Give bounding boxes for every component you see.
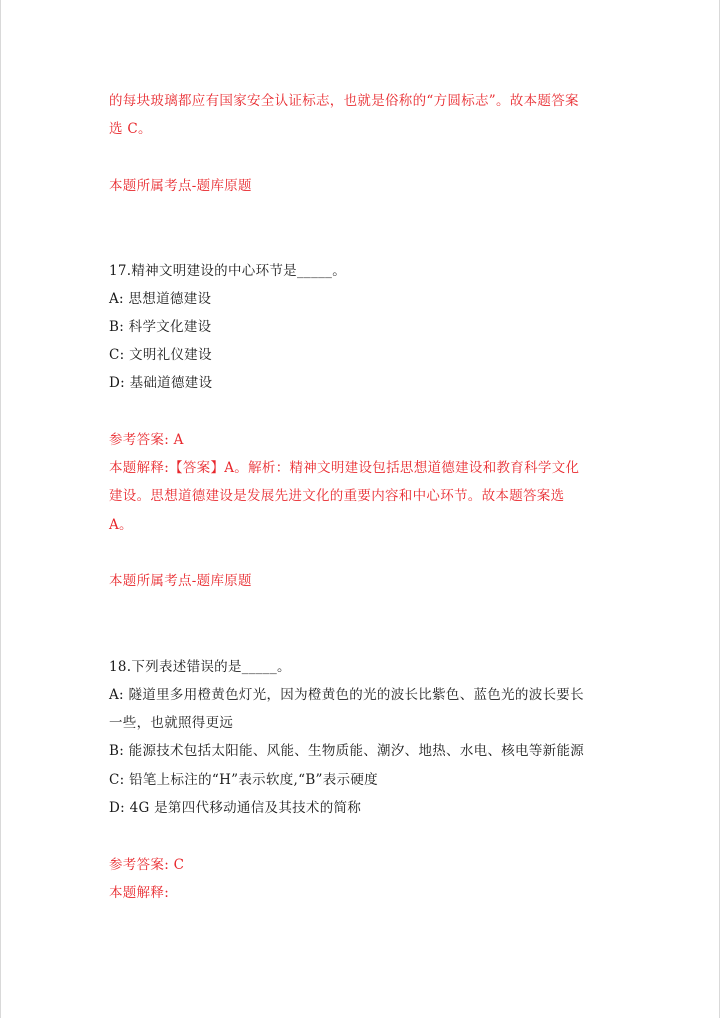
question-18-option-a: A: 隧道里多用橙黄色灯光，因为橙黄色的光的波长比紫色、蓝色光的波长要长 (109, 687, 584, 703)
question-18-option-d: D: 4G 是第四代移动通信及其技术的简称 (109, 800, 362, 816)
question-17-explanation-line: A。 (109, 517, 133, 533)
question-18-option-a-continued: 一些，也就照得更远 (109, 715, 234, 731)
question-17-answer: 参考答案: A (109, 432, 184, 448)
source-note: 本题所属考点-题库原题 (109, 178, 252, 194)
explanation-line: 的每块玻璃都应有国家安全认证标志，也就是俗称的“方圆标志”。故本题答案 (109, 93, 579, 109)
question-18-option-b: B: 能源技术包括太阳能、风能、生物质能、潮汐、地热、水电、核电等新能源 (109, 743, 585, 759)
explanation-line: 选 C。 (109, 121, 152, 137)
question-17-option-a: A: 思想道德建设 (109, 291, 212, 307)
question-17-option-d: D: 基础道德建设 (109, 375, 213, 391)
question-18-stem: 18.下列表述错误的是_____。 (109, 659, 291, 675)
question-17-explanation-line: 本题解释:【答案】A。解析：精神文明建设包括思想道德建设和教育科学文化 (109, 460, 580, 476)
question-17-stem: 17.精神文明建设的中心环节是_____。 (109, 263, 347, 279)
question-18-answer: 参考答案: C (109, 857, 185, 873)
question-17-option-b: B: 科学文化建设 (109, 319, 212, 335)
question-17-source: 本题所属考点-题库原题 (109, 573, 252, 589)
question-18-explanation-label: 本题解释: (109, 885, 170, 901)
question-18-option-c: C: 铅笔上标注的“H”表示软度,“B”表示硬度 (109, 772, 378, 788)
question-17-option-c: C: 文明礼仪建设 (109, 347, 212, 363)
question-17-explanation-line: 建设。思想道德建设是发展先进文化的重要内容和中心环节。故本题答案选 (109, 488, 565, 504)
